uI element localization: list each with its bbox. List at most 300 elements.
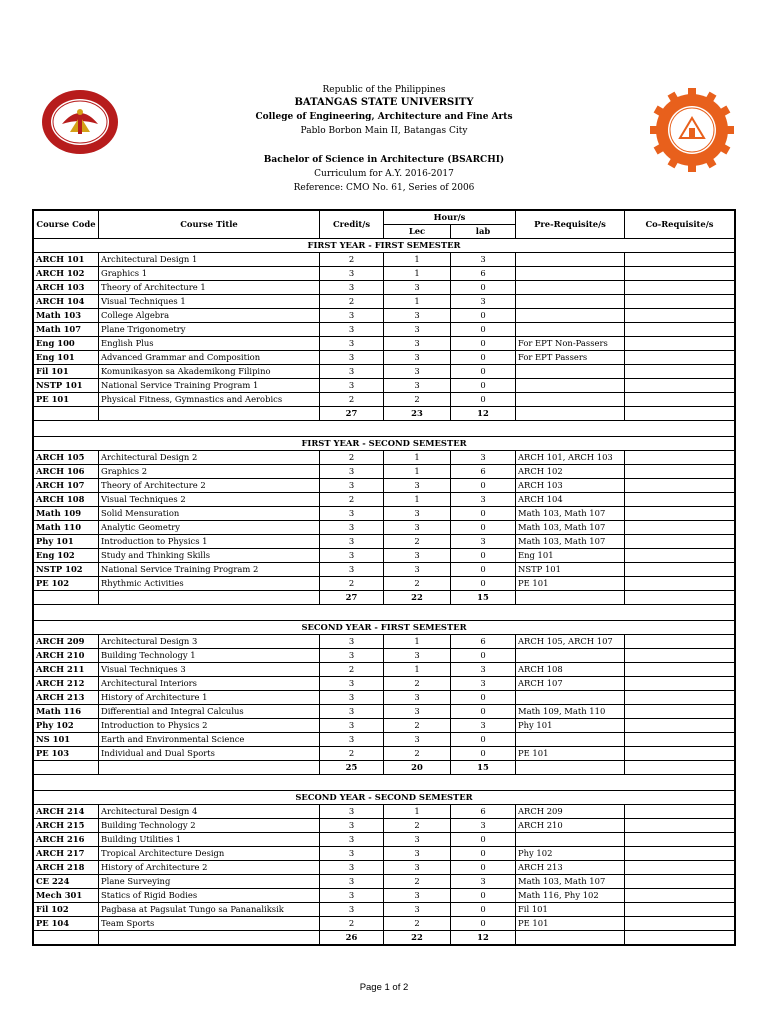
lec-hours: 2 <box>384 393 451 407</box>
course-title: Komunikasyon sa Akademikong Filipino <box>99 365 320 379</box>
lab-hours: 3 <box>451 819 516 833</box>
total-lec: 22 <box>384 591 451 605</box>
lec-hours: 3 <box>384 889 451 903</box>
course-code: Fil 102 <box>34 903 99 917</box>
credits: 2 <box>320 451 384 465</box>
corequisite <box>625 281 735 295</box>
course-code: ARCH 108 <box>34 493 99 507</box>
course-code: NS 101 <box>34 733 99 747</box>
course-code: ARCH 104 <box>34 295 99 309</box>
course-code: Math 107 <box>34 323 99 337</box>
totals-row <box>34 761 735 775</box>
prerequisite: ARCH 210 <box>516 819 625 833</box>
course-code: ARCH 214 <box>34 805 99 819</box>
lab-hours: 0 <box>451 351 516 365</box>
course-row <box>34 847 735 861</box>
course-row <box>34 549 735 563</box>
course-title: Architectural Design 4 <box>99 805 320 819</box>
corequisite <box>625 365 735 379</box>
prerequisite: ARCH 213 <box>516 861 625 875</box>
course-row <box>34 719 735 733</box>
prerequisite <box>516 733 625 747</box>
prerequisite: Phy 102 <box>516 847 625 861</box>
lab-hours: 0 <box>451 365 516 379</box>
course-row <box>34 635 735 649</box>
prerequisite: Math 103, Math 107 <box>516 521 625 535</box>
lab-hours: 0 <box>451 281 516 295</box>
credits: 2 <box>320 295 384 309</box>
course-code: ARCH 209 <box>34 635 99 649</box>
lab-hours: 3 <box>451 663 516 677</box>
corequisite <box>625 875 735 889</box>
prerequisite <box>516 691 625 705</box>
prerequisite: PE 101 <box>516 577 625 591</box>
total-lab: 15 <box>451 591 516 605</box>
corequisite <box>625 451 735 465</box>
total-blank-cell <box>99 407 320 421</box>
total-blank-cell <box>99 761 320 775</box>
lec-hours: 3 <box>384 521 451 535</box>
page-number: Page 1 of 2 <box>359 982 409 993</box>
course-title: Rhythmic Activities <box>99 577 320 591</box>
course-code: ARCH 215 <box>34 819 99 833</box>
course-title: Differential and Integral Calculus <box>99 705 320 719</box>
course-row <box>34 253 735 267</box>
lab-hours: 0 <box>451 337 516 351</box>
lab-hours: 6 <box>451 267 516 281</box>
corequisite <box>625 705 735 719</box>
total-blank-cell <box>516 931 625 945</box>
course-row <box>34 649 735 663</box>
credits: 3 <box>320 705 384 719</box>
course-title: Team Sports <box>99 917 320 931</box>
lab-hours: 3 <box>451 253 516 267</box>
semester-title-row <box>34 791 735 805</box>
col-header-lab: lab <box>451 225 516 239</box>
corequisite <box>625 295 735 309</box>
corequisite <box>625 577 735 591</box>
prerequisite: Math 103, Math 107 <box>516 535 625 549</box>
total-blank-cell <box>34 761 99 775</box>
lec-hours: 3 <box>384 833 451 847</box>
credits: 3 <box>320 819 384 833</box>
course-row <box>34 691 735 705</box>
course-title: Visual Techniques 1 <box>99 295 320 309</box>
credits: 3 <box>320 563 384 577</box>
course-title: Visual Techniques 2 <box>99 493 320 507</box>
course-title: Theory of Architecture 2 <box>99 479 320 493</box>
prerequisite <box>516 393 625 407</box>
course-code: ARCH 106 <box>34 465 99 479</box>
course-row <box>34 267 735 281</box>
course-title: Solid Mensuration <box>99 507 320 521</box>
prerequisite: ARCH 101, ARCH 103 <box>516 451 625 465</box>
total-credits: 27 <box>320 407 384 421</box>
course-row <box>34 563 735 577</box>
course-row <box>34 535 735 549</box>
course-title: History of Architecture 2 <box>99 861 320 875</box>
course-code: Eng 101 <box>34 351 99 365</box>
course-code: Math 110 <box>34 521 99 535</box>
prerequisite: ARCH 107 <box>516 677 625 691</box>
lec-hours: 3 <box>384 365 451 379</box>
semester-title-row <box>34 239 735 253</box>
course-title: Introduction to Physics 1 <box>99 535 320 549</box>
credits: 3 <box>320 479 384 493</box>
lec-hours: 3 <box>384 649 451 663</box>
totals-row <box>34 407 735 421</box>
lec-hours: 3 <box>384 549 451 563</box>
course-code: ARCH 211 <box>34 663 99 677</box>
course-code: ARCH 213 <box>34 691 99 705</box>
corequisite <box>625 521 735 535</box>
corequisite <box>625 267 735 281</box>
corequisite <box>625 889 735 903</box>
credits: 3 <box>320 903 384 917</box>
total-lab: 12 <box>451 931 516 945</box>
col-header-course-code: Course Code <box>34 211 99 239</box>
credits: 3 <box>320 379 384 393</box>
lec-hours: 3 <box>384 847 451 861</box>
lab-hours: 3 <box>451 875 516 889</box>
corequisite <box>625 635 735 649</box>
header-campus: Pablo Borbon Main II, Batangas City <box>300 126 468 136</box>
course-title: English Plus <box>99 337 320 351</box>
credits: 3 <box>320 535 384 549</box>
corequisite <box>625 379 735 393</box>
course-row <box>34 819 735 833</box>
spacer-row <box>34 605 735 621</box>
course-row <box>34 351 735 365</box>
course-code: ARCH 217 <box>34 847 99 861</box>
col-header-credits: Credit/s <box>320 211 384 239</box>
corequisite <box>625 309 735 323</box>
lec-hours: 3 <box>384 309 451 323</box>
prerequisite: For EPT Passers <box>516 351 625 365</box>
credits: 3 <box>320 323 384 337</box>
corequisite <box>625 479 735 493</box>
credits: 3 <box>320 281 384 295</box>
course-code: Mech 301 <box>34 889 99 903</box>
totals-row <box>34 931 735 945</box>
course-title: Physical Fitness, Gymnastics and Aerobics <box>99 393 320 407</box>
course-title: Introduction to Physics 2 <box>99 719 320 733</box>
corequisite <box>625 535 735 549</box>
prerequisite <box>516 281 625 295</box>
credits: 2 <box>320 393 384 407</box>
lab-hours: 0 <box>451 733 516 747</box>
course-row <box>34 365 735 379</box>
credits: 3 <box>320 875 384 889</box>
credits: 3 <box>320 309 384 323</box>
course-code: ARCH 107 <box>34 479 99 493</box>
lec-hours: 3 <box>384 861 451 875</box>
course-title: Earth and Environmental Science <box>99 733 320 747</box>
total-blank-cell <box>34 407 99 421</box>
credits: 3 <box>320 521 384 535</box>
course-title: National Service Training Program 1 <box>99 379 320 393</box>
header-university: BATANGAS STATE UNIVERSITY <box>294 97 474 108</box>
prerequisite: PE 101 <box>516 917 625 931</box>
lec-hours: 3 <box>384 281 451 295</box>
course-code: Fil 101 <box>34 365 99 379</box>
col-header-course-title: Course Title <box>99 211 320 239</box>
course-title: College Algebra <box>99 309 320 323</box>
header-reference: Reference: CMO No. 61, Series of 2006 <box>293 183 475 193</box>
total-blank-cell <box>625 761 735 775</box>
corequisite <box>625 733 735 747</box>
course-row <box>34 451 735 465</box>
course-row <box>34 379 735 393</box>
lec-hours: 2 <box>384 677 451 691</box>
course-row <box>34 479 735 493</box>
header-program: Bachelor of Science in Architecture (BSARCHI) <box>263 155 505 165</box>
total-blank-cell <box>99 931 320 945</box>
total-lec: 22 <box>384 931 451 945</box>
course-code: ARCH 101 <box>34 253 99 267</box>
credits: 3 <box>320 549 384 563</box>
course-title: Statics of Rigid Bodies <box>99 889 320 903</box>
lec-hours: 3 <box>384 903 451 917</box>
credits: 3 <box>320 365 384 379</box>
col-header-hours: Hour/s <box>384 211 516 225</box>
credits: 3 <box>320 507 384 521</box>
course-code: ARCH 218 <box>34 861 99 875</box>
corequisite <box>625 691 735 705</box>
lab-hours: 6 <box>451 805 516 819</box>
lab-hours: 0 <box>451 323 516 337</box>
lec-hours: 2 <box>384 747 451 761</box>
semester-title: FIRST YEAR - SECOND SEMESTER <box>34 437 735 451</box>
course-row <box>34 677 735 691</box>
total-credits: 25 <box>320 761 384 775</box>
total-blank-cell <box>99 591 320 605</box>
course-code: PE 102 <box>34 577 99 591</box>
course-code: ARCH 212 <box>34 677 99 691</box>
course-code: PE 104 <box>34 917 99 931</box>
course-title: Plane Trigonometry <box>99 323 320 337</box>
total-credits: 26 <box>320 931 384 945</box>
lab-hours: 0 <box>451 393 516 407</box>
corequisite <box>625 847 735 861</box>
prerequisite: Phy 101 <box>516 719 625 733</box>
corequisite <box>625 917 735 931</box>
semester-title-row <box>34 437 735 451</box>
spacer-row <box>34 775 735 791</box>
course-code: Math 103 <box>34 309 99 323</box>
spacer-row <box>34 421 735 437</box>
lec-hours: 3 <box>384 337 451 351</box>
corequisite <box>625 663 735 677</box>
corequisite <box>625 861 735 875</box>
credits: 3 <box>320 267 384 281</box>
course-code: NSTP 101 <box>34 379 99 393</box>
prerequisite: Math 109, Math 110 <box>516 705 625 719</box>
course-row <box>34 903 735 917</box>
credits: 3 <box>320 635 384 649</box>
curriculum-body <box>34 239 735 945</box>
lec-hours: 1 <box>384 635 451 649</box>
course-code: PE 101 <box>34 393 99 407</box>
corequisite <box>625 805 735 819</box>
lec-hours: 3 <box>384 705 451 719</box>
course-row <box>34 493 735 507</box>
total-lab: 12 <box>451 407 516 421</box>
total-lec: 20 <box>384 761 451 775</box>
lec-hours: 1 <box>384 805 451 819</box>
lab-hours: 0 <box>451 903 516 917</box>
credits: 2 <box>320 577 384 591</box>
prerequisite <box>516 365 625 379</box>
lec-hours: 1 <box>384 663 451 677</box>
col-header-lec: Lec <box>384 225 451 239</box>
credits: 3 <box>320 465 384 479</box>
lec-hours: 2 <box>384 819 451 833</box>
lab-hours: 0 <box>451 747 516 761</box>
course-code: ARCH 102 <box>34 267 99 281</box>
prerequisite: ARCH 108 <box>516 663 625 677</box>
corequisite <box>625 465 735 479</box>
header-republic: Republic of the Philippines <box>322 85 446 95</box>
course-row <box>34 889 735 903</box>
corequisite <box>625 563 735 577</box>
header-college: College of Engineering, Architecture and Fine Arts <box>255 112 513 122</box>
prerequisite: ARCH 102 <box>516 465 625 479</box>
credits: 3 <box>320 337 384 351</box>
total-blank-cell <box>34 931 99 945</box>
course-row <box>34 917 735 931</box>
lec-hours: 2 <box>384 535 451 549</box>
credits: 3 <box>320 691 384 705</box>
course-code: Math 109 <box>34 507 99 521</box>
course-row <box>34 521 735 535</box>
col-header-prereq: Pre-Requisite/s <box>516 211 625 239</box>
lab-hours: 3 <box>451 493 516 507</box>
course-title: Architectural Interiors <box>99 677 320 691</box>
prerequisite: Math 116, Phy 102 <box>516 889 625 903</box>
credits: 3 <box>320 677 384 691</box>
corequisite <box>625 323 735 337</box>
prerequisite: For EPT Non-Passers <box>516 337 625 351</box>
course-title: Tropical Architecture Design <box>99 847 320 861</box>
course-code: Phy 102 <box>34 719 99 733</box>
total-blank-cell <box>34 591 99 605</box>
semester-title: SECOND YEAR - SECOND SEMESTER <box>34 791 735 805</box>
header-curriculum: Curriculum for A.Y. 2016-2017 <box>314 169 454 179</box>
course-code: Eng 102 <box>34 549 99 563</box>
lab-hours: 0 <box>451 379 516 393</box>
prerequisite: Math 103, Math 107 <box>516 875 625 889</box>
prerequisite: ARCH 209 <box>516 805 625 819</box>
lec-hours: 3 <box>384 507 451 521</box>
corequisite <box>625 833 735 847</box>
total-blank-cell <box>516 761 625 775</box>
lab-hours: 0 <box>451 577 516 591</box>
prerequisite <box>516 309 625 323</box>
course-code: ARCH 105 <box>34 451 99 465</box>
course-title: Building Utilities 1 <box>99 833 320 847</box>
course-code: CE 224 <box>34 875 99 889</box>
lab-hours: 3 <box>451 677 516 691</box>
total-credits: 27 <box>320 591 384 605</box>
lab-hours: 0 <box>451 521 516 535</box>
semester-title-row <box>34 621 735 635</box>
lec-hours: 3 <box>384 479 451 493</box>
credits: 2 <box>320 663 384 677</box>
credits: 3 <box>320 861 384 875</box>
corequisite <box>625 903 735 917</box>
course-code: Eng 100 <box>34 337 99 351</box>
prerequisite: ARCH 105, ARCH 107 <box>516 635 625 649</box>
course-row <box>34 705 735 719</box>
course-title: National Service Training Program 2 <box>99 563 320 577</box>
lab-hours: 0 <box>451 917 516 931</box>
course-row <box>34 337 735 351</box>
lab-hours: 0 <box>451 549 516 563</box>
course-title: Pagbasa at Pagsulat Tungo sa Pananaliksik <box>99 903 320 917</box>
course-title: Theory of Architecture 1 <box>99 281 320 295</box>
prerequisite: Eng 101 <box>516 549 625 563</box>
course-row <box>34 663 735 677</box>
course-code: Phy 101 <box>34 535 99 549</box>
course-code: ARCH 103 <box>34 281 99 295</box>
prerequisite: ARCH 103 <box>516 479 625 493</box>
credits: 2 <box>320 253 384 267</box>
lab-hours: 6 <box>451 635 516 649</box>
lec-hours: 3 <box>384 379 451 393</box>
lec-hours: 3 <box>384 323 451 337</box>
course-title: Building Technology 1 <box>99 649 320 663</box>
corequisite <box>625 819 735 833</box>
course-code: Math 116 <box>34 705 99 719</box>
lab-hours: 0 <box>451 833 516 847</box>
lab-hours: 0 <box>451 479 516 493</box>
total-blank-cell <box>516 407 625 421</box>
course-row <box>34 323 735 337</box>
lab-hours: 3 <box>451 295 516 309</box>
corequisite <box>625 549 735 563</box>
course-code: NSTP 102 <box>34 563 99 577</box>
credits: 2 <box>320 493 384 507</box>
lab-hours: 0 <box>451 649 516 663</box>
credits: 3 <box>320 889 384 903</box>
total-blank-cell <box>516 591 625 605</box>
course-row <box>34 875 735 889</box>
course-title: Individual and Dual Sports <box>99 747 320 761</box>
corequisite <box>625 507 735 521</box>
prerequisite <box>516 833 625 847</box>
course-row <box>34 733 735 747</box>
credits: 2 <box>320 917 384 931</box>
course-row <box>34 833 735 847</box>
curriculum-table <box>33 210 735 945</box>
semester-title: FIRST YEAR - FIRST SEMESTER <box>34 239 735 253</box>
lab-hours: 0 <box>451 861 516 875</box>
lab-hours: 6 <box>451 465 516 479</box>
course-row <box>34 295 735 309</box>
corequisite <box>625 493 735 507</box>
lec-hours: 2 <box>384 719 451 733</box>
credits: 3 <box>320 805 384 819</box>
credits: 3 <box>320 833 384 847</box>
corequisite <box>625 337 735 351</box>
total-lab: 15 <box>451 761 516 775</box>
prerequisite: PE 101 <box>516 747 625 761</box>
prerequisite <box>516 649 625 663</box>
totals-row <box>34 591 735 605</box>
lec-hours: 2 <box>384 875 451 889</box>
corequisite <box>625 649 735 663</box>
